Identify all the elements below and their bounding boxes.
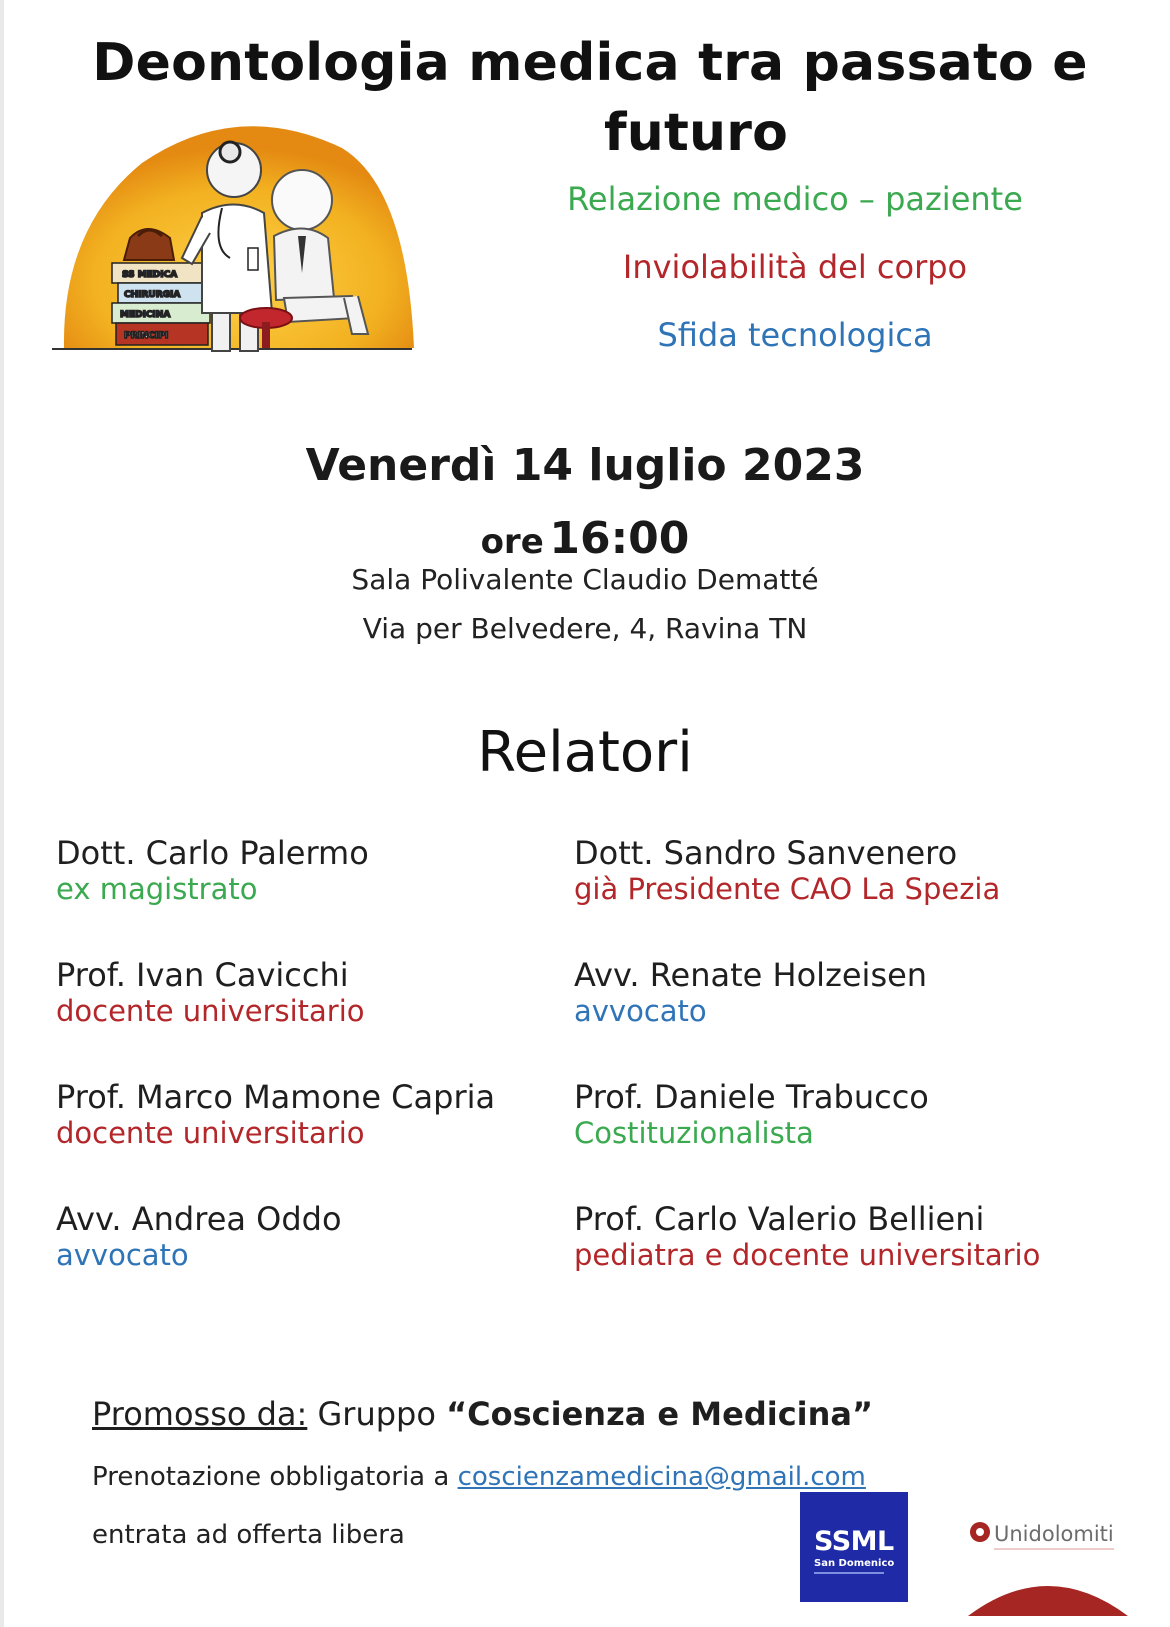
speaker-name: Prof. Daniele Trabucco xyxy=(574,1078,929,1116)
speaker-card xyxy=(574,1078,929,1150)
ssml-logo-title: SSML xyxy=(814,1526,894,1557)
speaker-name: Dott. Sandro Sanvenero xyxy=(574,834,958,872)
speaker-card xyxy=(56,956,365,1028)
unidolomiti-logo xyxy=(968,1518,1138,1618)
book-label-4: PRINCIPI xyxy=(124,331,169,341)
title-line-1: Deontologia medica tra passato e xyxy=(92,33,1088,93)
unidolomiti-arc-icon xyxy=(968,1566,1128,1616)
speaker-name: Avv. Andrea Oddo xyxy=(56,1200,342,1238)
books-stack-icon xyxy=(112,263,212,345)
event-time-value: 16:00 xyxy=(549,513,690,564)
speaker-name: Dott. Carlo Palermo xyxy=(56,834,369,872)
topic-relationship: Relazione medico – paziente xyxy=(567,180,1023,218)
event-time xyxy=(0,513,1170,564)
speaker-role: Costituzionalista xyxy=(574,1116,814,1150)
speakers-heading: Relatori xyxy=(477,720,693,785)
speaker-role: pediatra e docente universitario xyxy=(574,1238,1041,1272)
topic-body-inviolability: Inviolabilità del corpo xyxy=(622,248,968,286)
entry-note: entrata ad offerta libera xyxy=(92,1520,405,1550)
venue-address: Via per Belvedere, 4, Ravina TN xyxy=(362,612,808,645)
event-date: Venerdì 14 luglio 2023 xyxy=(305,440,865,491)
unidolomiti-mark-icon xyxy=(968,1520,992,1544)
unidolomiti-logo-title: Unidolomiti xyxy=(994,1522,1114,1546)
speaker-card xyxy=(56,1200,342,1272)
booking-email-link[interactable]: coscienzamedicina@gmail.com xyxy=(457,1462,866,1492)
promoted-label: Promosso da: xyxy=(92,1395,308,1433)
speaker-card xyxy=(574,834,1000,906)
promoted-by xyxy=(92,1395,873,1433)
title-line-2: futuro xyxy=(603,103,789,163)
speaker-role: docente universitario xyxy=(56,1116,365,1150)
topic-technology-challenge: Sfida tecnologica xyxy=(657,316,933,354)
speaker-role: avvocato xyxy=(56,1238,189,1272)
ssml-logo-subtitle: San Domenico xyxy=(814,1558,895,1569)
speaker-name: Prof. Marco Mamone Capria xyxy=(56,1078,496,1116)
booking-text: Prenotazione obbligatoria a xyxy=(92,1462,450,1492)
venue-name: Sala Polivalente Claudio Dematté xyxy=(351,563,819,596)
book-label-2: CHIRURGIA xyxy=(124,290,181,300)
speaker-role: docente universitario xyxy=(56,994,365,1028)
speaker-card xyxy=(56,1078,495,1150)
ssml-logo xyxy=(800,1492,908,1602)
speaker-name: Prof. Ivan Cavicchi xyxy=(56,956,349,994)
speaker-role: già Presidente CAO La Spezia xyxy=(574,872,1001,906)
speaker-role: ex magistrato xyxy=(56,872,258,906)
page-edge xyxy=(0,0,4,1627)
speaker-name: Avv. Renate Holzeisen xyxy=(574,956,928,994)
event-time-prefix: ore xyxy=(480,522,544,562)
speaker-card xyxy=(574,956,927,1028)
promoted-group-prefix: Gruppo xyxy=(317,1395,436,1433)
book-label-1: SS MEDICA xyxy=(122,270,178,280)
speaker-role: avvocato xyxy=(574,994,707,1028)
book-label-3: MEDICINA xyxy=(120,310,171,320)
promoted-group-name: “Coscienza e Medicina” xyxy=(446,1395,874,1433)
speaker-card xyxy=(574,1200,1040,1272)
booking-line xyxy=(92,1462,866,1492)
doctor-patient-illustration xyxy=(52,108,427,366)
speaker-card xyxy=(56,834,369,906)
speaker-name: Prof. Carlo Valerio Bellieni xyxy=(574,1200,985,1238)
